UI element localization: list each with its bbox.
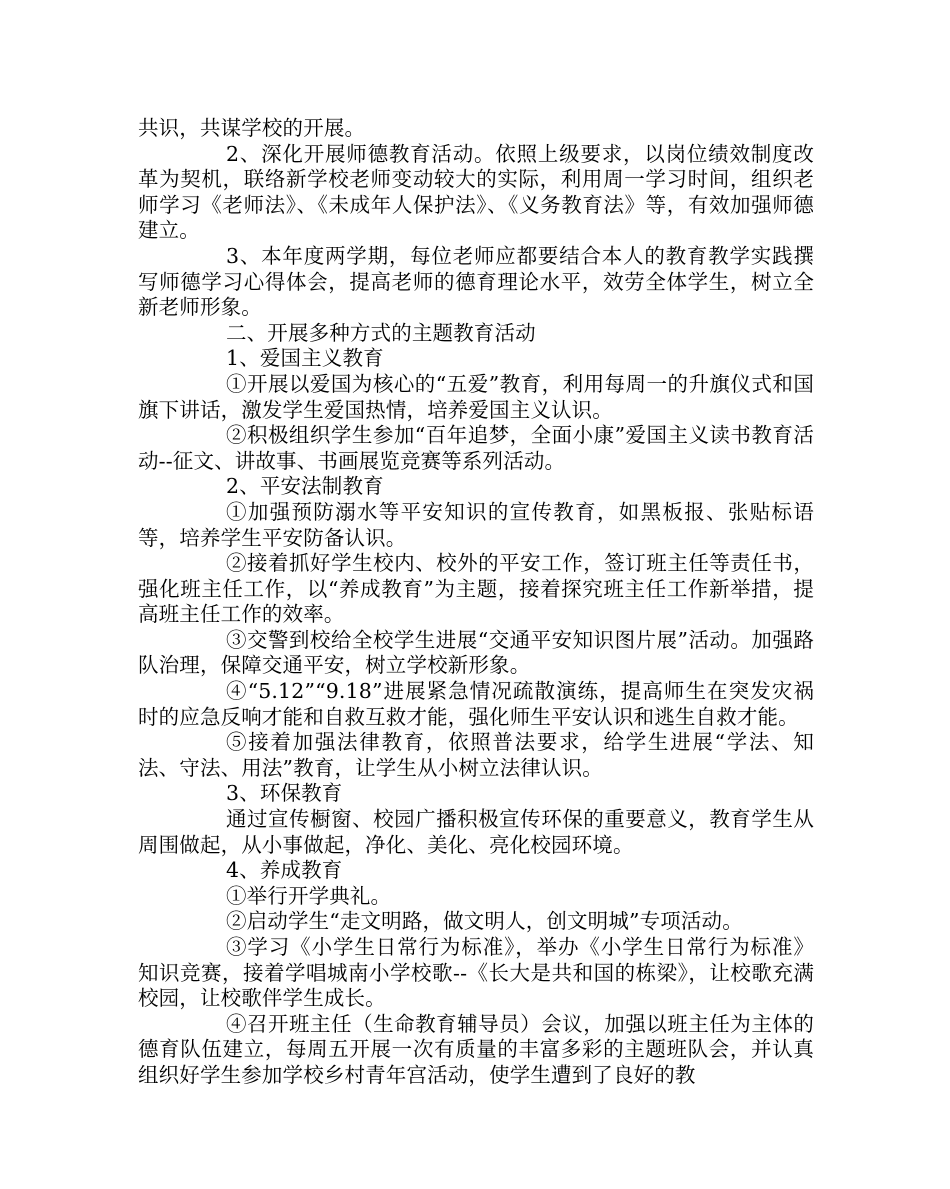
- paragraph-five-loves: ①开展以爱国为核心的“五爱”教育，利用每周一的升旗仪式和国旗下讲话，激发学生爱国热情，培养爱国主义认识。: [138, 371, 814, 422]
- paragraph-environment: 通过宣传橱窗、校园广播积极宣传环保的重要意义，教育学生从周围做起，从小事做起，净化、美化、亮化校园环境。: [138, 807, 814, 857]
- paragraph-civilized-campaign: ②启动学生“走文明路，做文明人，创文明城”专项活动。: [226, 909, 743, 934]
- paragraph-safety-work: ②接着抓好学生校内、校外的平安工作，签订班主任等责任书，强化班主任工作，以“养成教育”为主题，接着探究班主任工作新举措，提高班主任工作的效率。: [138, 551, 814, 627]
- paragraph-opening-ceremony: ①举行开学典礼。: [226, 883, 392, 908]
- paragraph-legal-education: ⑤接着加强法律教育，依照普法要求，给学生进展“学法、知法、守法、用法”教育，让学生从小树立法律认识。: [138, 730, 814, 780]
- paragraph-traffic-safety: ③交警到校给全校学生进展“交通平安知识图片展”活动。加强路队治理，保障交通平安，树立学校新形象。: [138, 627, 814, 678]
- paragraph-teacher-ethics: 2、深化开展师德教育活动。依照上级要求，以岗位绩效制度改革为契机，联络新学校老师变动较大的实际，利用周一学习时间，组织老师学习《老师法》、《未成年人保护法》、《义务教育法》等，有效加强师德建立。: [138, 141, 814, 243]
- paragraph-behavior-standards: ③学习《小学生日常行为标准》，举办《小学生日常行为标准》知识竞赛，接着学唱城南小学校歌--《长大是共和国的栋梁》，让校歌充满校园，让校歌伴学生成长。: [138, 935, 814, 1011]
- subheading-environmental-education: 3、环保教育: [226, 781, 343, 806]
- paragraph-evacuation-drill: ④“5.12”“9.18”进展紧急情况疏散演练，提高师生在突发灾祸时的应急反响才能和自救互救才能，强化师生平安认识和逃生自救才能。: [138, 679, 814, 729]
- paragraph-drowning-prevention: ①加强预防溺水等平安知识的宣传教育，如黑板报、张贴标语等，培养学生平安防备认识。: [138, 499, 814, 550]
- paragraph-ethics-reflection: 3、本年度两学期，每位老师应都要结合本人的教育教学实践撰写师德学习心得体会，提高老师的德育理论水平，效劳全体学生，树立全新老师形象。: [138, 243, 814, 320]
- document-body: [138, 116, 814, 1089]
- paragraph-reading-activity: ②积极组织学生参加“百年追梦，全面小康”爱国主义读书教育活动--征文、讲故事、书画展览竞赛等系列活动。: [138, 423, 814, 473]
- subheading-patriotic-education: 1、爱国主义教育: [226, 346, 384, 371]
- paragraph-continuation: 共识，共谋学校的开展。: [138, 116, 366, 140]
- section-heading-themed-activities: 二、开展多种方式的主题教育活动: [226, 320, 536, 345]
- subheading-safety-legal-education: 2、平安法制教育: [226, 474, 384, 499]
- subheading-habit-education: 4、养成教育: [226, 858, 343, 883]
- paragraph-class-teacher-meeting: ④召开班主任（生命教育辅导员）会议，加强以班主任为主体的德育队伍建立，每周五开展一次有质量的丰富多彩的主题班队会，并认真组织好学生参加学校乡村青年宫活动，使学生遭到了良好的教: [138, 1011, 814, 1087]
